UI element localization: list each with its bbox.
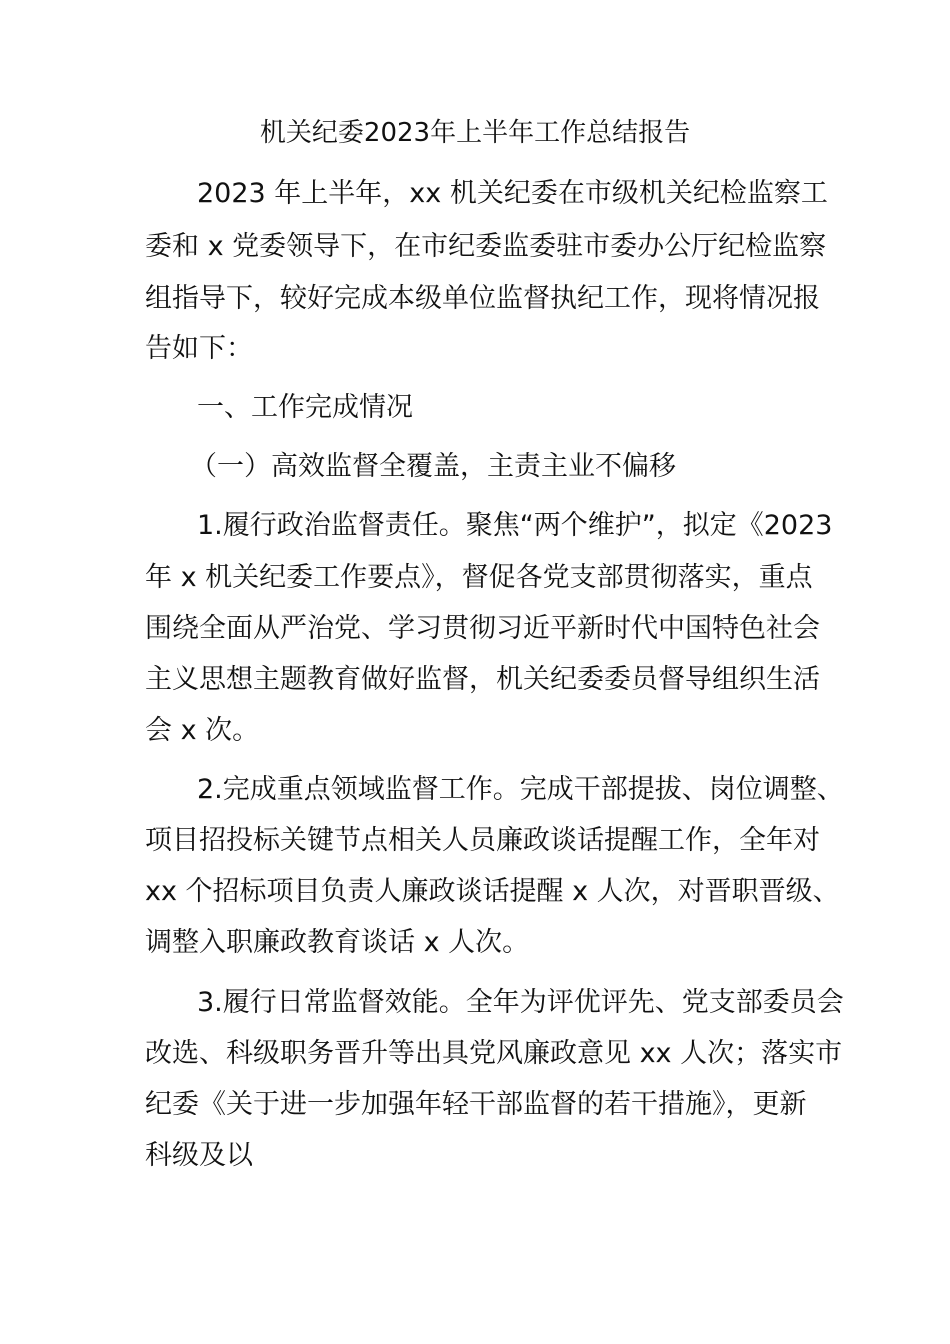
- item2-line-4: 调整入职廉政教育谈话 x 人次。: [145, 927, 530, 958]
- item3-line-2: 改选、科级职务晋升等出具党风廉政意见 xx 人次；落实市: [145, 1038, 843, 1069]
- item2-line-3: xx 个招标项目负责人廉政谈话提醒 x 人次，对晋职晋级、: [145, 876, 840, 907]
- item2-line-2: 项目招投标关键节点相关人员廉政谈话提醒工作，全年对: [145, 825, 820, 856]
- item1-line-4: 主义思想主题教育做好监督，机关纪委委员督导组织生活: [145, 664, 820, 695]
- intro-line-3: 组指导下，较好完成本级单位监督执纪工作，现将情况报: [145, 283, 820, 314]
- item1-line-2: 年 x 机关纪委工作要点》，督促各党支部贯彻落实，重点: [145, 562, 813, 593]
- document-title: 机关纪委2023年上半年工作总结报告: [259, 118, 691, 148]
- item2-line-1: 2.完成重点领域监督工作。完成干部提拔、岗位调整、: [197, 774, 844, 805]
- item1-line-5: 会 x 次。: [145, 715, 260, 746]
- item3-line-4: 科级及以: [145, 1140, 253, 1171]
- item3-line-1: 3.履行日常监督效能。全年为评优评先、党支部委员会: [197, 987, 844, 1018]
- intro-line-1: 2023 年上半年，xx 机关纪委在市级机关纪检监察工: [197, 178, 828, 209]
- item1-line-1: 1.履行政治监督责任。聚焦“两个维护”，拟定《2023: [197, 510, 833, 541]
- item3-line-3: 纪委《关于进一步加强年轻干部监督的若干措施》，更新: [145, 1089, 807, 1120]
- subsection-heading: （一）高效监督全覆盖，主责主业不偏移: [190, 451, 676, 482]
- item1-line-3: 围绕全面从严治党、学习贯彻习近平新时代中国特色社会: [145, 613, 820, 644]
- intro-line-2: 委和 x 党委领导下，在市纪委监委驻市委办公厅纪检监察: [145, 231, 827, 262]
- intro-line-4: 告如下：: [145, 333, 253, 364]
- section-heading: 一、工作完成情况: [197, 392, 413, 423]
